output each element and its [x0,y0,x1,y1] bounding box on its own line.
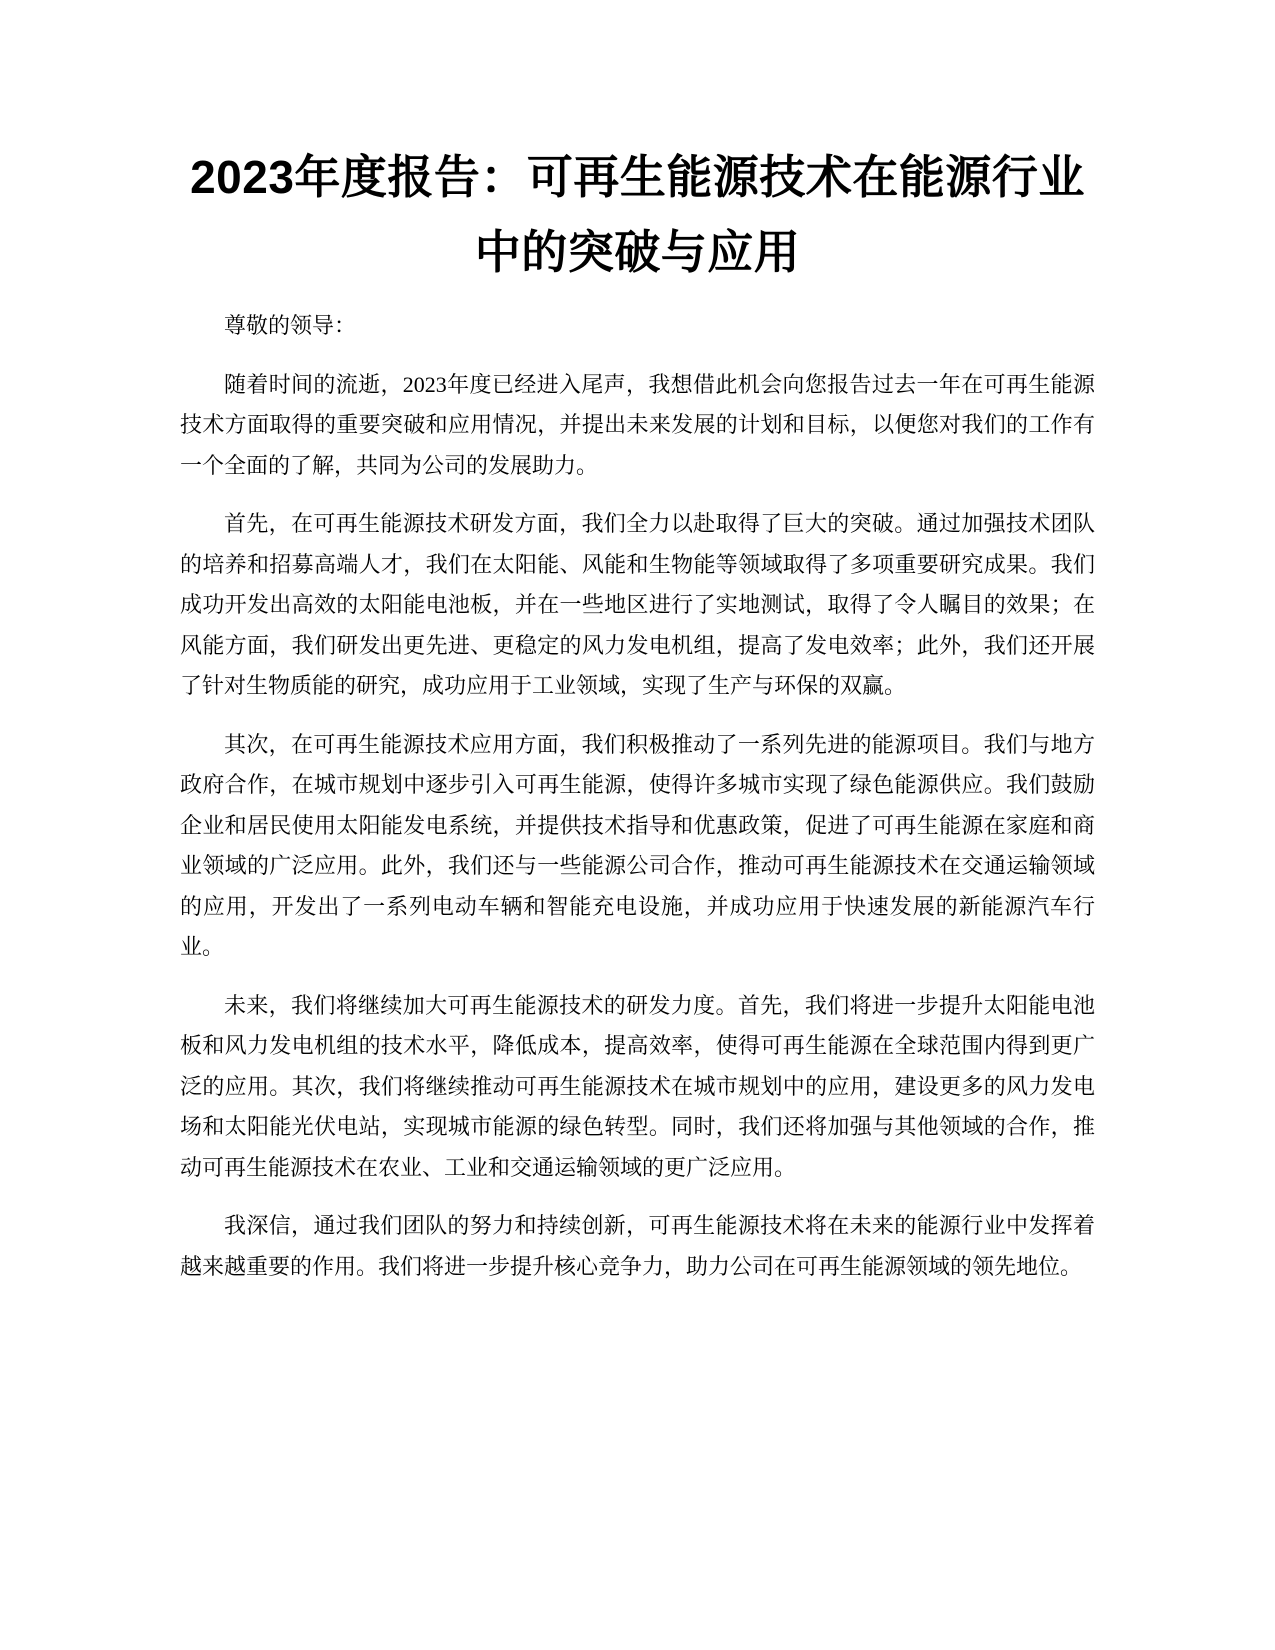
paragraph-future: 未来，我们将继续加大可再生能源技术的研发力度。首先，我们将进一步提升太阳能电池板和风力发电机组的技术水平，降低成本，提高效率，使得可再生能源在全球范围内得到更广泛的应用。其次，我们将继续推动可再生能源技术在城市规划中的应用，建设更多的风力发电场和太阳能光伏电站，实现城市能源的绿色转型。同时，我们还将加强与其他领域的合作，推动可再生能源技术在农业、工业和交通运输领域的更广泛应用。 [180,992,1095,1180]
paragraph-research: 首先，在可再生能源技术研发方面，我们全力以赴取得了巨大的突破。通过加强技术团队的培养和招募高端人才，我们在太阳能、风能和生物能等领域取得了多项重要研究成果。我们成功开发出高效的太阳能电池板，并在一些地区进行了实地测试，取得了令人瞩目的效果；在风能方面，我们研发出更先进、更稳定的风力发电机组，提高了发电效率；此外，我们还开展了针对生物质能的研究，成功应用于工业领域，实现了生产与环保的双赢。 [180,511,1095,698]
paragraph-intro: 随着时间的流逝，2023年度已经进入尾声，我想借此机会向您报告过去一年在可再生能源技术方面取得的重要突破和应用情况，并提出未来发展的计划和目标，以便您对我们的工作有一个全面的了解，共同为公司的发展助力。 [180,371,1095,478]
salutation: 尊敬的领导： [224,313,357,338]
document-body [180,306,1095,1305]
document-title: 2023年度报告：可再生能源技术在能源行业中的突破与应用 [190,151,1085,278]
paragraph-conclusion: 我深信，通过我们团队的努力和持续创新，可再生能源技术将在未来的能源行业中发挥着越来越重要的作用。我们将进一步提升核心竞争力，助力公司在可再生能源领域的领先地位。 [180,1213,1095,1279]
paragraph-application: 其次，在可再生能源技术应用方面，我们积极推动了一系列先进的能源项目。我们与地方政府合作，在城市规划中逐步引入可再生能源，使得许多城市实现了绿色能源供应。我们鼓励企业和居民使用太阳能发电系统，并提供技术指导和优惠政策，促进了可再生能源在家庭和商业领域的广泛应用。此外，我们还与一些能源公司合作，推动可再生能源技术在交通运输领域的应用，开发出了一系列电动车辆和智能充电设施，并成功应用于快速发展的新能源汽车行业。 [180,731,1095,959]
